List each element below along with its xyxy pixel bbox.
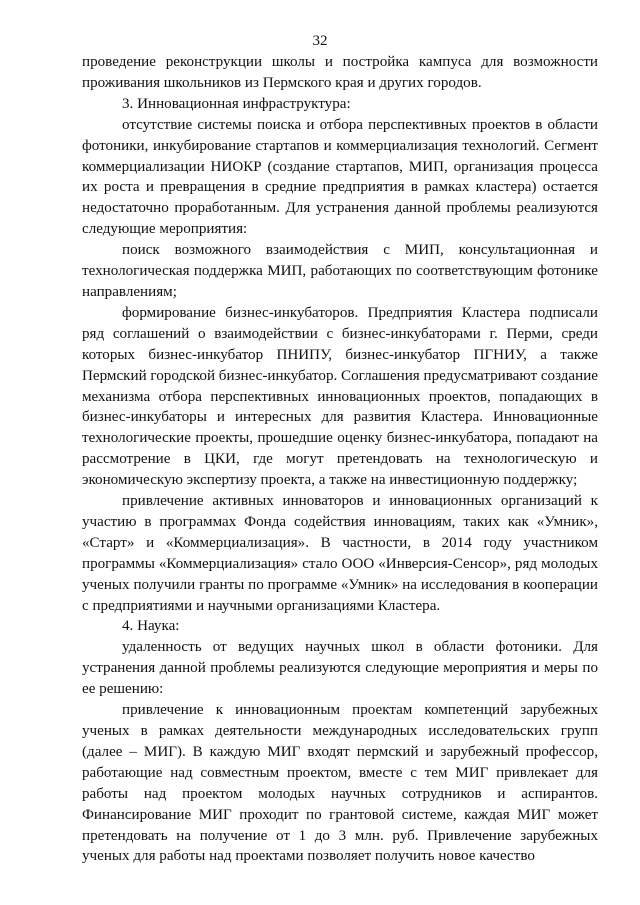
paragraph-international-research-groups: привлечение к инновационным проектам компетенций зарубежных ученых в рамках деятельности международных исследовательских групп (далее – МИГ). В каждую МИГ входят пермский и зарубежный профессор, работающие над совместным проектом, вместе с тем МИГ привлекает для работы над проектом молодых научных сотрудников и аспирантов. Финансирование МИГ проходит по грантовой системе, каждая МИГ может претендовать на получение от 1 до 3 млн. руб. Привлечение зарубежных ученых для работы над проектами позволяет получить новое качество — [82, 702, 598, 865]
paragraph-innovation-fund: привлечение активных инноваторов и инновационных организаций к участию в программах Фонда содействия инновациям, таких как «Умник», «Старт» и «Коммерциализация». В частности, в 2014 году участником программы «Коммерциализация» стало ООО «Инверсия-Сенсор», ряд молодых ученых получили гранты по программе «Умник» на исследования в кооперации с предприятиями и научными организациями Кластера. — [82, 493, 598, 614]
section-heading-innovation-infrastructure: 3. Инновационная инфраструктура: — [122, 95, 351, 112]
document-body — [82, 52, 598, 867]
paragraph-mip-support: поиск возможного взаимодействия с МИП, консультационная и технологическая поддержка МИП, работающих по соответствующим фотонике направлениям; — [82, 242, 598, 300]
paragraph-business-incubators: формирование бизнес-инкубаторов. Предприятия Кластера подписали ряд соглашений о взаимодействии с бизнес-инкубаторами г. Перми, среди которых бизнес-инкубатор ПНИПУ, бизнес-инкубатор ПГНИУ, а также Пермский городской бизнес-инкубатор. Соглашения предусматривают создание механизма отбора перспективных инновационных проектов, попадающих в бизнес-инкубаторы и интересных для развития Кластера. Инновационные технологические проекты, прошедшие оценку бизнес-инкубатора, попадают на рассмотрение в ЦКИ, где могут претендовать на технологическую и экономическую экспертизу проекта, а также на инвестиционную поддержку; — [82, 304, 598, 489]
paragraph-infrastructure-problem: отсутствие системы поиска и отбора перспективных проектов в области фотоники, инкубирование стартапов и коммерциализация технологий. Сегмент коммерциализации НИОКР (создание стартапов, МИП, организация процесса их роста и превращения в средние предприятия в рамках кластера) остается недостаточно проработанным. Для устранения данной проблемы реализуются следующие мероприятия: — [82, 116, 598, 238]
section-heading-science: 4. Наука: — [122, 618, 180, 635]
paragraph-campus-continuation: проведение реконструкции школы и постройка кампуса для возможности проживания школьников из Пермского края и других городов. — [82, 54, 598, 91]
paragraph-science-problem: удаленность от ведущих научных школ в области фотоники. Для устранения данной проблемы реализуются следующие мероприятия и меры по ее решению: — [82, 639, 598, 698]
page-number: 32 — [312, 33, 328, 49]
